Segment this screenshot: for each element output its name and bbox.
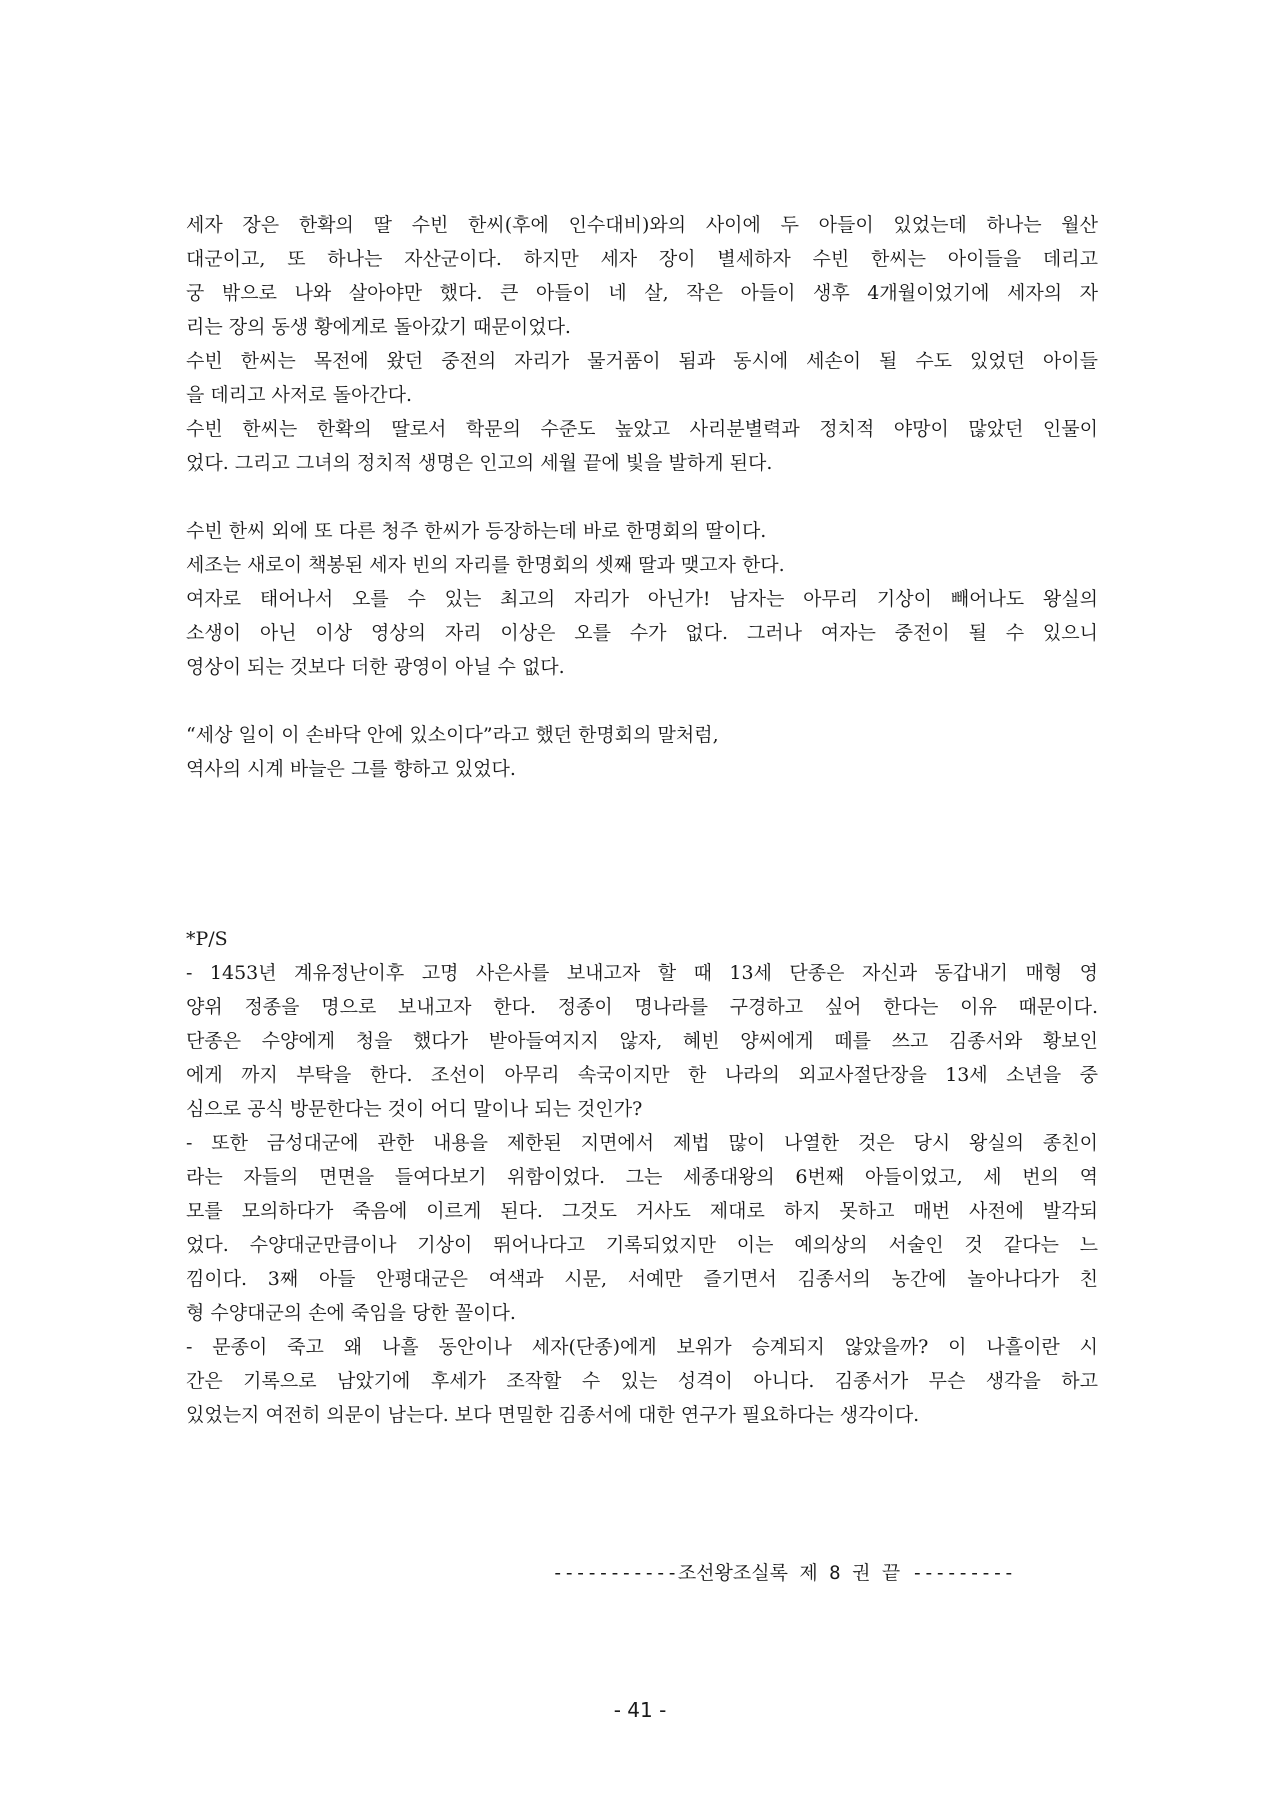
text-line: 모를 모의하다가 죽음에 이르게 된다. 그것도 거사도 제대로 하지 못하고 매번 사전에 발각되 [186,1200,1098,1222]
text-line: 라는 자들의 면면을 들여다보기 위함이었다. 그는 세종대왕의 6번째 아들이었고, 세 번의 역 [186,1166,1098,1188]
volume-end-mark: -----------조선왕조실록 제 8 권 끝 --------- [552,1562,1015,1584]
text-line: 소생이 아닌 이상 영상의 자리 이상은 오를 수가 없다. 그러나 여자는 중전이 될 수 있으니 [186,622,1098,644]
paragraph [186,344,1098,412]
text-line: 역사의 시계 바늘은 그를 향하고 있었다. [186,758,516,780]
text-line: - 문종이 죽고 왜 나흘 동안이나 세자(단종)에게 보위가 승계되지 않았을까? 이 나흘이란 시 [186,1336,1098,1358]
text-line: 간은 기록으로 남았기에 후세가 조작할 수 있는 성격이 아니다. 김종서가 무슨 생각을 하고 [186,1370,1098,1392]
paragraph [186,548,1098,582]
ps-item [186,1126,1098,1330]
text-line: 낌이다. 3째 아들 안평대군은 여색과 시문, 서예만 즐기면서 김종서의 농간에 놀아나다가 친 [186,1268,1098,1290]
text-line: 수빈 한씨는 목전에 왔던 중전의 자리가 물거품이 됨과 동시에 세손이 될 수도 있었던 아이들 [186,350,1098,372]
text-line: 었다. 수양대군만큼이나 기상이 뛰어나다고 기록되었지만 이는 예의상의 서술인 것 같다는 느 [186,1234,1098,1256]
ps-heading: *P/S [186,928,228,950]
text-line: 있었는지 여전히 의문이 남는다. 보다 면밀한 김종서에 대한 연구가 필요하다는 생각이다. [186,1404,920,1426]
paragraph [186,582,1098,684]
ps-item [186,1330,1098,1432]
text-line: - 1453년 계유정난이후 고명 사은사를 보내고자 할 때 13세 단종은 자신과 동갑내기 매형 영 [186,962,1098,984]
blank-line [186,684,1098,718]
text-line: 양위 정종을 명으로 보내고자 한다. 정종이 명나라를 구경하고 싶어 한다는 이유 때문이다. [186,996,1098,1018]
text-line: 여자로 태어나서 오를 수 있는 최고의 자리가 아닌가! 남자는 아무리 기상이 빼어나도 왕실의 [186,588,1098,610]
text-line: 세자 장은 한확의 딸 수빈 한씨(후에 인수대비)와의 사이에 두 아들이 있었는데 하나는 월산 [186,214,1098,236]
blank-space [186,786,1098,922]
document-body [186,208,1098,1432]
page-number: - 41 - [613,1698,667,1722]
paragraph [186,208,1098,344]
text-line: 영상이 되는 것보다 더한 광영이 아닐 수 없다. [186,656,565,678]
paragraph [186,514,1098,548]
paragraph [186,752,1098,786]
text-line: - 또한 금성대군에 관한 내용을 제한된 지면에서 제법 많이 나열한 것은 당시 왕실의 종친이 [186,1132,1098,1154]
quote-line: “세상 일이 이 손바닥 안에 있소이다”라고 했던 한명회의 말처럼, [186,724,719,746]
text-line: 심으로 공식 방문한다는 것이 어디 말이나 되는 것인가? [186,1098,643,1120]
paragraph [186,718,1098,752]
ps-item [186,956,1098,1126]
text-line: 대군이고, 또 하나는 자산군이다. 하지만 세자 장이 별세하자 수빈 한씨는 아이들을 데리고 [186,248,1098,270]
paragraph [186,412,1098,480]
text-line: 수빈 한씨는 한확의 딸로서 학문의 수준도 높았고 사리분별력과 정치적 야망이 많았던 인물이 [186,418,1098,440]
ps-section [186,922,1098,1432]
text-line: 궁 밖으로 나와 살아야만 했다. 큰 아들이 네 살, 작은 아들이 생후 4개월이었기에 세자의 자 [186,282,1098,304]
text-line: 세조는 새로이 책봉된 세자 빈의 자리를 한명회의 셋째 딸과 맺고자 한다. [186,554,785,576]
text-line: 었다. 그리고 그녀의 정치적 생명은 인고의 세월 끝에 빛을 발하게 된다. [186,452,773,474]
text-line: 형 수양대군의 손에 죽임을 당한 꼴이다. [186,1302,516,1324]
text-line: 에게 까지 부탁을 한다. 조선이 아무리 속국이지만 한 나라의 외교사절단장을 13세 소년을 중 [186,1064,1098,1086]
text-line: 리는 장의 동생 황에게로 돌아갔기 때문이었다. [186,316,571,338]
text-line: 수빈 한씨 외에 또 다른 청주 한씨가 등장하는데 바로 한명회의 딸이다. [186,520,767,542]
blank-line [186,480,1098,514]
text-line: 단종은 수양에게 청을 했다가 받아들여지지 않자, 혜빈 양씨에게 떼를 쓰고 김종서와 황보인 [186,1030,1098,1052]
text-line: 을 데리고 사저로 돌아간다. [186,384,413,406]
